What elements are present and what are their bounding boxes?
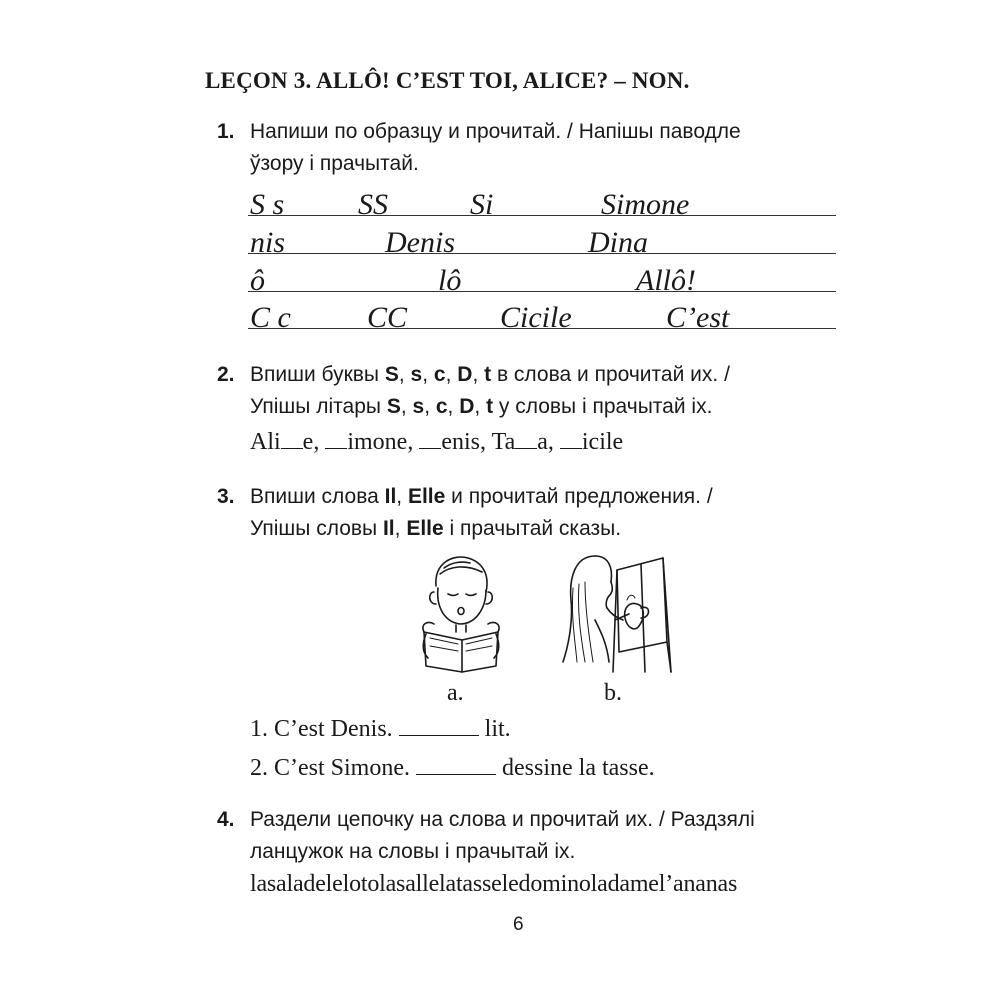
letter-blank[interactable] [281,447,303,449]
exercise-3-instruction-line-2: Упішы словы Il, Elle і прачытай сказы. [250,517,622,540]
sample-word: C’est [666,301,730,334]
sample-word: Simone [601,188,690,221]
sample-word: SS [358,188,388,221]
sample-word: Dina [588,226,648,259]
writing-line [248,215,836,216]
sample-word: Cicile [500,301,572,334]
letter-blank[interactable] [560,447,582,449]
exercise-1-instruction-line-2: ўзору і прачытай. [250,152,419,175]
exercise-1-instruction [250,116,850,180]
letter-blank[interactable] [325,447,347,449]
writing-line [248,291,836,292]
sentence-1: 1. C’est Denis. lit. [250,716,511,742]
boy-reading-illustration [410,548,510,673]
letter-blank[interactable] [515,447,537,449]
exercise-2-number: 2. [217,363,235,386]
page-number: 6 [513,914,524,935]
exercise-1-instruction-line-1: Напиши по образцу и прочитай. / Напішы паводле [250,120,741,143]
exercise-3-instruction [250,481,850,545]
sample-word: nis [250,226,286,259]
sample-word: ô [250,264,265,297]
word-blank[interactable] [416,773,496,775]
exercise-2-instruction-line-2: Упішы літары S, s, c, D, t у словы і прачытай іх. [250,395,713,418]
sample-word: S s [250,188,285,221]
picture-label-a: a. [447,680,464,706]
picture-label-b: b. [604,680,622,706]
girl-painting-illustration [555,548,675,673]
sample-word: Denis [385,226,455,259]
fill-in-words: Ali e, imone, enis, Ta a, icile [250,429,624,455]
sentence-2: 2. C’est Simone. dessine la tasse. [250,755,655,781]
exercise-4-instruction-line-1: Раздели цепочку на слова и прочитай их. / Раздзялі [250,808,755,831]
exercise-4-instruction [250,804,850,868]
sample-word: Allô! [636,264,696,297]
exercise-3-number: 3. [217,485,235,508]
letter-blank[interactable] [419,447,441,449]
exercise-2-instruction [250,359,850,423]
sample-word: C c [250,301,291,334]
writing-line [248,253,836,254]
sample-word: lô [438,264,462,297]
exercise-4-number: 4. [217,808,235,831]
word-blank[interactable] [399,734,479,736]
exercise-4-instruction-line-2: ланцужок на словы і прачытай іх. [250,840,576,863]
sample-word: Si [470,188,494,221]
exercise-3-instruction-line-1: Впиши слова Il, Elle и прочитай предложения. / [250,485,713,508]
lesson-title: LEÇON 3. ALLÔ! C’EST TOI, ALICE? – NON. [205,68,690,93]
exercise-1-number: 1. [217,120,235,143]
exercise-2-instruction-line-1: Впиши буквы S, s, c, D, t в слова и прочитай их. / [250,363,730,386]
sample-word: CC [367,301,408,334]
letter-chain: lasaladelelotolasallelatasseledominoladamel’ananas [250,871,738,897]
